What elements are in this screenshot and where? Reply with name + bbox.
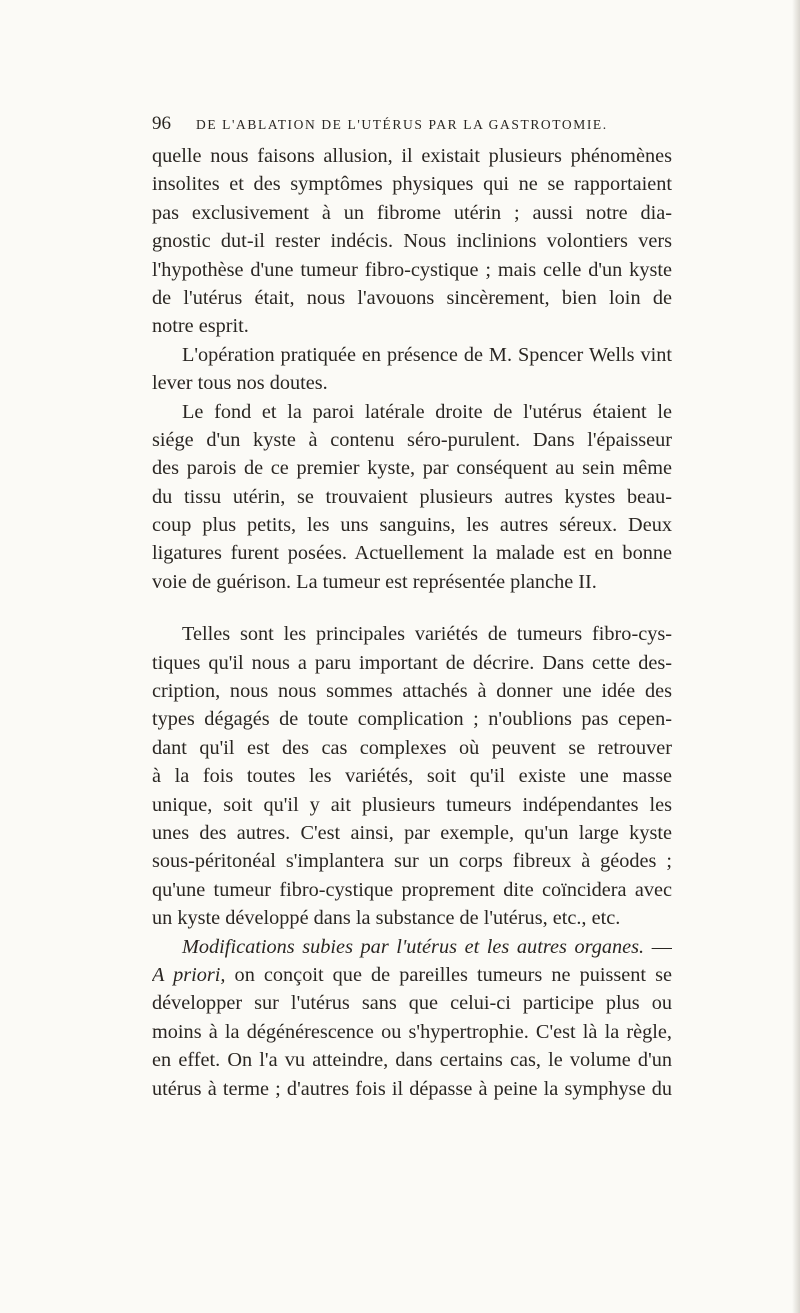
text-line: coup plus petits, les uns sanguins, les autres séreux. Deux (152, 514, 672, 537)
text-line: cription, nous nous sommes attachés à donner une idée des (152, 680, 672, 703)
text-line: types dégagés de toute complication ; n'oublions pas cepen- (152, 708, 672, 731)
text-line: utérus à terme ; d'autres fois il dépasse à peine la symphyse du (152, 1077, 672, 1100)
text-line: unes des autres. C'est ainsi, par exemple, qu'un large kyste (152, 821, 672, 844)
text-line: en effet. On l'a vu atteindre, dans certains cas, le volume d'un (152, 1049, 672, 1072)
page-header (152, 113, 672, 137)
text-line: tiques qu'il nous a paru important de décrire. Dans cette des- (152, 651, 672, 674)
section-heading-line (152, 933, 672, 961)
text-line: de l'utérus était, nous l'avouons sincèrement, bien loin de (152, 286, 672, 309)
text-line: unique, soit qu'il y ait plusieurs tumeurs indépendantes les (152, 793, 672, 816)
text-line: développer sur l'utérus sans que celui-ci participe plus ou (152, 992, 672, 1015)
text-line: quelle nous faisons allusion, il existait plusieurs phénomènes (152, 145, 672, 167)
heading-dash: — (651, 935, 672, 958)
page-edge-shadow (792, 0, 800, 1313)
page-number: 96 (152, 113, 171, 134)
text-line: ligatures furent posées. Actuellement la malade est en bonne (152, 542, 672, 565)
text-line: gnostic dut-il rester indécis. Nous inclinions volontiers vers (152, 230, 672, 253)
text-line: insolites et des symptômes physiques qui ne se rapportaient (152, 173, 672, 196)
text-line: l'hypothèse d'une tumeur fibro-cystique ; mais celle d'un kyste (152, 258, 672, 281)
text-line: sous-péritonéal s'implantera sur un corps fibreux à géodes ; (152, 850, 672, 873)
text-line: pas exclusivement à un fibrome utérin ; aussi notre dia- (152, 201, 672, 224)
text-line: Telles sont les principales variétés de tumeurs fibro-cys- (182, 623, 672, 646)
text-line: L'opération pratiquée en présence de M. Spencer Wells vint (182, 343, 672, 366)
text-line: Le fond et la paroi latérale droite de l'utérus étaient le (182, 400, 672, 423)
text-line: lever tous nos doutes. (152, 372, 328, 395)
text-line (152, 961, 672, 989)
text-line: notre esprit. (152, 315, 249, 338)
text-line: des parois de ce premier kyste, par conséquent au sein même (152, 457, 672, 480)
text-line: un kyste développé dans la substance de l'utérus, etc., etc. (152, 907, 621, 930)
lead-text: on conçoit que de pareilles tumeurs ne puissent se (225, 963, 672, 986)
body-text (152, 142, 672, 1103)
running-head: DE L'ABLATION DE L'UTÉRUS PAR LA GASTROTOMIE. (196, 117, 608, 132)
text-line: voie de guérison. La tumeur est représentée planche II. (152, 570, 597, 593)
a-priori-phrase: A priori, (152, 963, 226, 986)
text-line: moins à la dégénérescence ou s'hypertrophie. C'est là la règle, (152, 1020, 672, 1043)
text-line: dant qu'il est des cas complexes où peuvent se retrouver (152, 736, 672, 759)
text-line: siége d'un kyste à contenu séro-purulent. Dans l'épaisseur (152, 428, 672, 451)
section-heading: Modifications subies par l'utérus et les autres organes. (182, 935, 645, 958)
text-line: à la fois toutes les variétés, soit qu'il existe une masse (152, 765, 672, 788)
paragraph-gap (152, 596, 672, 620)
text-line: du tissu utérin, se trouvaient plusieurs autres kystes beau- (152, 485, 672, 508)
text-line: qu'une tumeur fibro-cystique proprement dite coïncidera avec (152, 878, 672, 901)
